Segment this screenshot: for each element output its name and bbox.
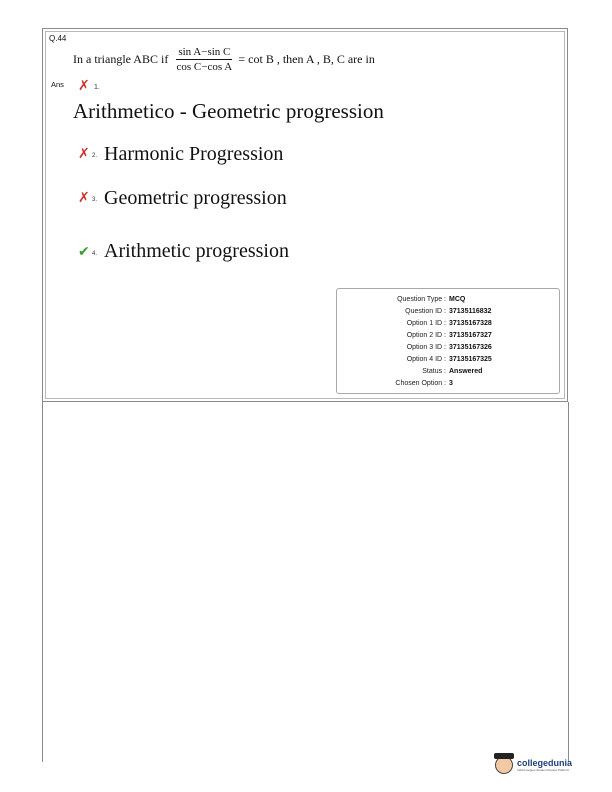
info-row: Question Type : MCQ: [397, 296, 466, 303]
check-icon: ✔: [78, 244, 90, 260]
logo-tagline: India's largest Student Review Platform: [517, 768, 570, 772]
logo-name: collegedunia: [517, 758, 573, 768]
option-2-number: 2.: [92, 153, 98, 159]
collegedunia-logo[interactable]: [495, 756, 572, 774]
question-suffix: = cot B , then A , B, C are in: [238, 51, 375, 66]
right-border-line: [568, 402, 569, 762]
cross-icon: ✗: [78, 78, 90, 94]
info-row: Option 2 ID : 37135167327: [406, 332, 492, 339]
info-row: Option 4 ID : 37135167325: [406, 356, 492, 363]
logo-text: [517, 758, 572, 772]
option-4-text: Arithmetic progression: [104, 240, 289, 262]
fraction-denominator: cos C−cos A: [176, 60, 233, 73]
question-fraction: [176, 46, 232, 73]
left-border-line: [42, 402, 43, 762]
info-row: Option 1 ID : 37135167328: [406, 320, 492, 327]
info-row: Chosen Option : 3: [395, 380, 453, 387]
info-row: Option 3 ID : 37135167326: [406, 344, 492, 351]
question-text: [73, 46, 375, 72]
fraction-numerator: sin A−sin C: [178, 45, 231, 58]
question-prefix: In a triangle ABC if: [73, 51, 169, 66]
info-row: Status : Answered: [422, 368, 483, 375]
cross-icon: ✗: [78, 146, 90, 162]
option-2-text: Harmonic Progression: [104, 143, 284, 165]
option-4-number: 4.: [92, 251, 98, 257]
option-1-number: 1.: [94, 84, 100, 91]
cross-icon: ✗: [78, 190, 90, 206]
option-1-text: Arithmetico - Geometric progression: [73, 99, 384, 123]
option-3-number: 3.: [92, 197, 98, 203]
info-row: Question ID : 37135116832: [405, 308, 492, 315]
question-number: Q.44: [49, 34, 67, 43]
mascot-icon: [495, 756, 513, 774]
answer-label: Ans: [51, 80, 64, 89]
option-3-text: Geometric progression: [104, 187, 287, 209]
